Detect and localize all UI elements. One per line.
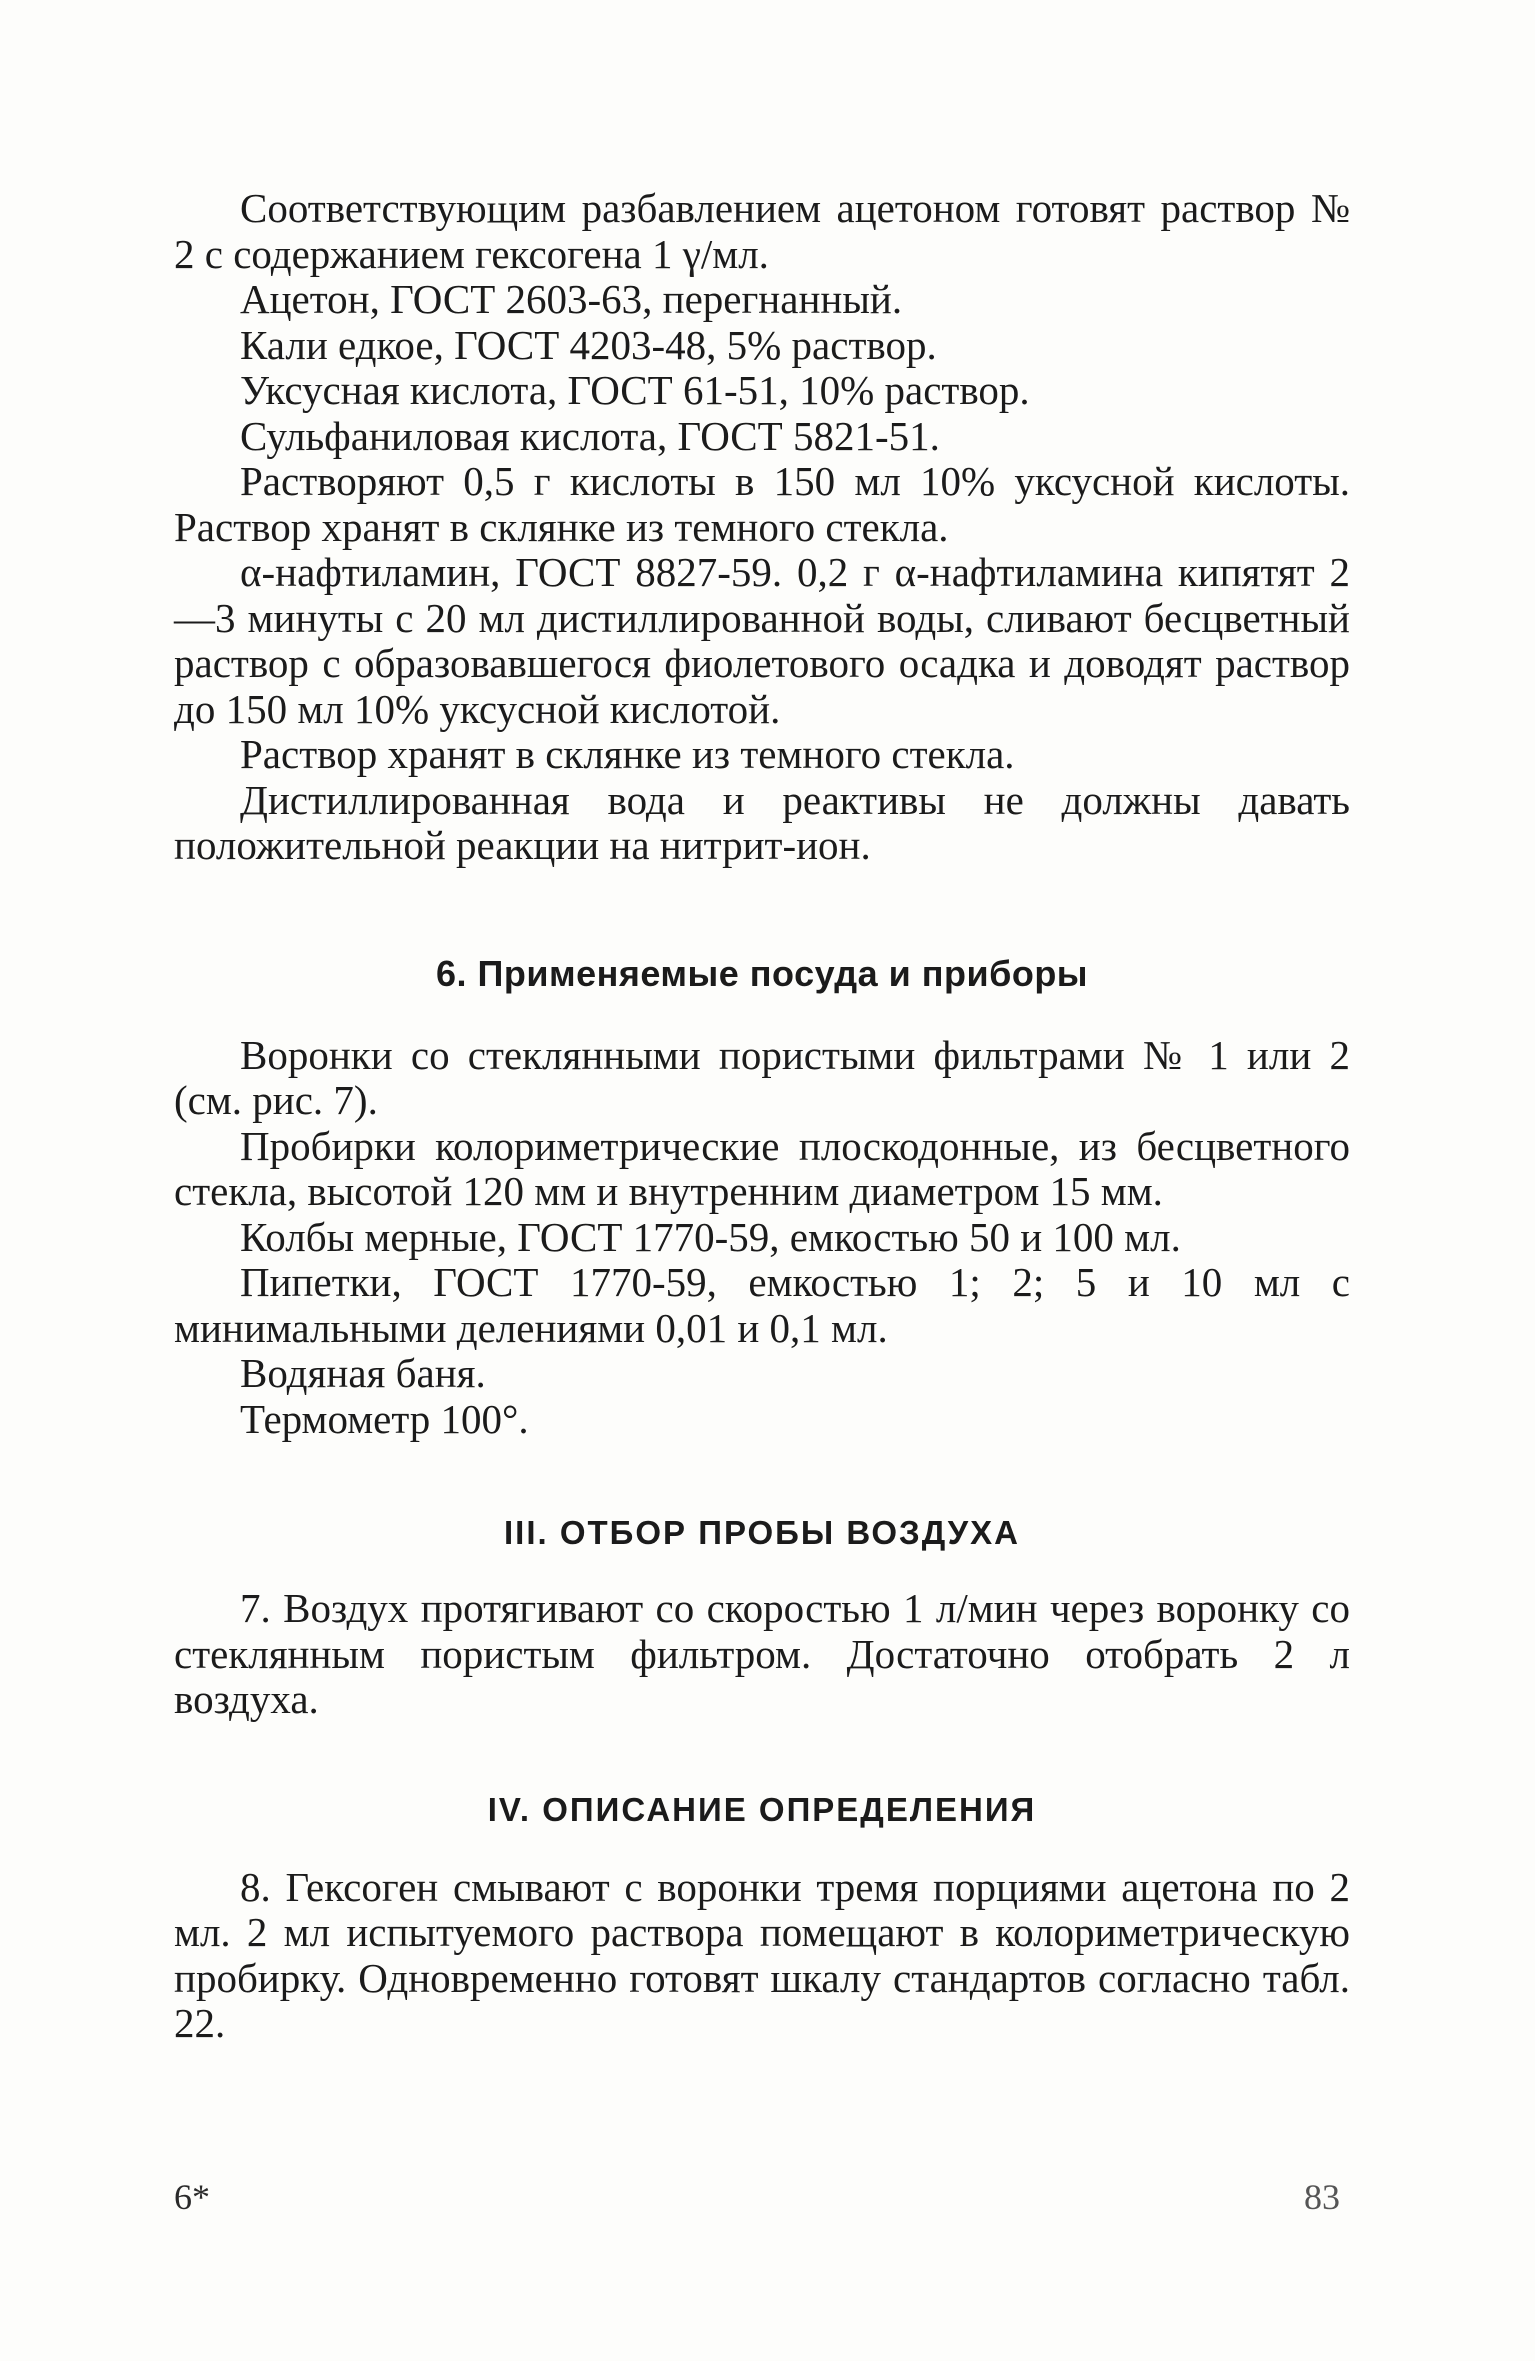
paragraph: Водяная баня. — [240, 1350, 486, 1396]
paragraph: Пипетки, ГОСТ 1770-59, емкостью 1; 2; 5 и 10 мл с минимальными делениями 0,01 и 0,1 мл. — [174, 1259, 1350, 1351]
page-number: 83 — [1304, 2177, 1340, 2217]
paragraph: 8. Гексоген смывают с воронки тремя порциями ацетона по 2 мл. 2 мл испытуемого раствора помещают в колориметрическую пробирку. Одновременно готовят шкалу стандартов согласно табл. 22. — [174, 1863, 1350, 2046]
paragraph: Колбы мерные, ГОСТ 1770-59, емкостью 50 и 100 мл. — [240, 1213, 1181, 1260]
paragraph: Растворяют 0,5 г кислоты в 150 мл 10% уксусной кислоты. Раствор хранят в склянке из темного стекла. — [174, 458, 1350, 550]
paragraph: Уксусная кислота, ГОСТ 61-51, 10% раствор. — [240, 367, 1030, 413]
text-column — [174, 186, 1350, 2047]
paragraph: Дистиллированная вода и реактивы не должны давать положительной реакции на нитрит-ион. — [174, 776, 1350, 868]
paragraph: Раствор хранят в склянке из темного стекла. — [240, 731, 1015, 777]
paragraph: Воронки со стеклянными пористыми фильтрами № 1 или 2 (см. рис. 7). — [174, 1031, 1350, 1123]
signature-mark: 6* — [174, 2177, 210, 2217]
section-heading: III. ОТБОР ПРОБЫ ВОЗДУХА — [503, 1514, 1021, 1551]
paragraph: Кали едкое, ГОСТ 4203-48, 5% раствор. — [240, 321, 937, 368]
paragraph: Термометр 100°. — [240, 1395, 529, 1442]
paragraph: 7. Воздух протягивают со скоростью 1 л/мин через воронку со стеклянным пористым фильтром. Достаточно отобрать 2 л воздуха. — [174, 1585, 1350, 1722]
paragraph: Ацетон, ГОСТ 2603-63, перегнанный. — [240, 276, 903, 322]
section-heading: 6. Применяемые посуда и приборы — [435, 952, 1089, 994]
paragraph: α-нафтиламин, ГОСТ 8827-59. 0,2 г α-нафтиламина кипятят 2—3 минуты с 20 мл дистиллированной воды, сливают бесцветный раствор с образовавшегося фиолетового осадка и доводят раствор до 150 мл 10% уксусной кислотой. — [174, 549, 1350, 732]
paragraph: Пробирки колориметрические плоскодонные, из бесцветного стекла, высотой 120 мм и внутренним диаметром 15 мм. — [174, 1122, 1350, 1214]
paragraph: Сульфаниловая кислота, ГОСТ 5821-51. — [240, 412, 940, 459]
paragraph: Соответствующим разбавлением ацетоном готовят раствор № 2 с содержанием гексогена 1 γ/мл. — [174, 185, 1350, 277]
section-heading: IV. ОПИСАНИЕ ОПРЕДЕЛЕНИЯ — [487, 1790, 1037, 1828]
